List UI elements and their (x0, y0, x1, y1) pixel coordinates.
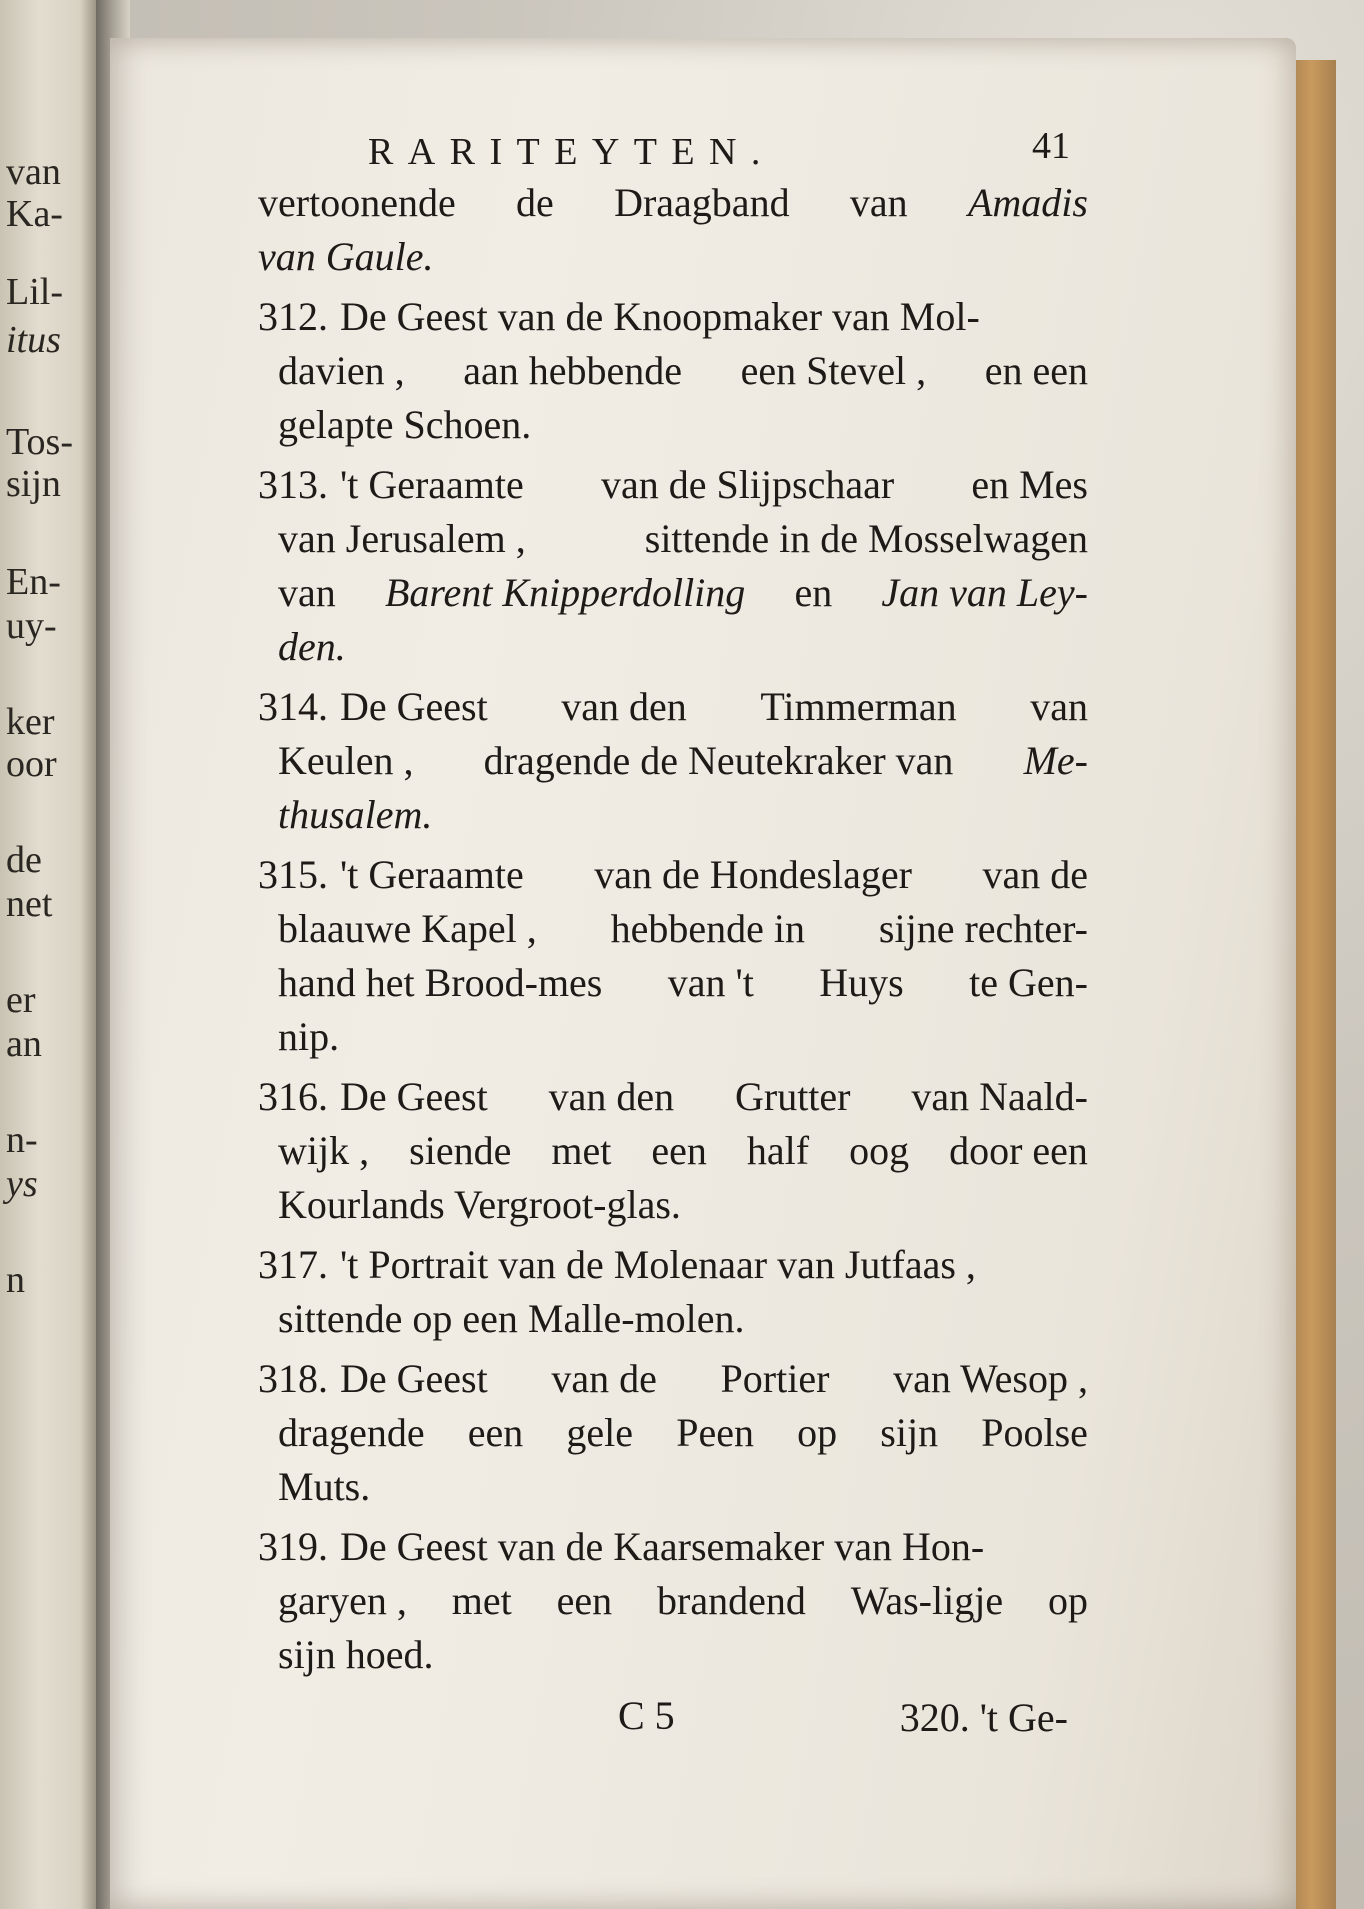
word-group: Was-ligje (850, 1578, 1004, 1623)
word-group: Huys (819, 960, 904, 1005)
word-group: Muts. (278, 1464, 371, 1509)
word-group: De Geest (340, 684, 488, 729)
text-line (258, 788, 1088, 842)
entry-first-line (258, 1070, 1088, 1124)
text-line (258, 1292, 1088, 1346)
word-group: 't Geraamte (340, 852, 524, 897)
signature-mark: C 5 (618, 1693, 675, 1738)
page-fore-edge (1296, 60, 1336, 1909)
word-group: half (746, 1128, 810, 1173)
running-head (258, 124, 1088, 176)
entry-number: 317. (258, 1242, 328, 1287)
facing-page-fragment: net (6, 883, 53, 925)
word-group: gelapte Schoen. (278, 402, 532, 447)
entry-number: 312. (258, 294, 328, 339)
word-group: van (278, 570, 336, 615)
word-group: de (516, 180, 554, 225)
page-text (258, 124, 1088, 1752)
word-group: te Gen- (969, 960, 1088, 1005)
word-group: Draagband (614, 180, 790, 225)
word-group: van den (548, 1074, 675, 1119)
italic-name: thusalem. (278, 792, 433, 837)
entry-number: 314. (258, 684, 328, 729)
word-group: Keulen , (278, 738, 414, 783)
word-group: en een (984, 348, 1088, 393)
word-group: sijn (880, 1410, 939, 1455)
entry-number: 315. (258, 852, 328, 897)
word-group: brandend (657, 1578, 806, 1623)
word-group: De Geest van de Kaarsemaker van Hon- (340, 1524, 985, 1569)
facing-page-fragment: n- (6, 1119, 38, 1161)
text-line (258, 230, 1088, 284)
catchword: 320. 't Ge- (899, 1695, 1068, 1740)
entry-first-line (258, 1238, 1088, 1292)
word-group: dragende de Neutekraker van (483, 738, 954, 783)
text-line (258, 1124, 1088, 1178)
word-group: Kourlands Vergroot-glas. (278, 1182, 681, 1227)
word-group: Peen (676, 1410, 754, 1455)
word-group: sijn hoed. (278, 1632, 434, 1677)
entry-number: 318. (258, 1356, 328, 1401)
word-group: op (797, 1410, 838, 1455)
word-group: van Naald- (911, 1074, 1088, 1119)
entry-first-line (258, 1352, 1088, 1406)
word-group: van 't (667, 960, 754, 1005)
text-line (258, 620, 1088, 674)
word-group: een Stevel , (740, 348, 927, 393)
word-group: op (1047, 1578, 1088, 1623)
word-group: Grutter (734, 1074, 851, 1119)
entry-number: 319. (258, 1524, 328, 1569)
word-group: oog (849, 1128, 910, 1173)
word-group: garyen , (278, 1578, 407, 1623)
entry-first-line (258, 680, 1088, 734)
italic-name: den. (278, 624, 346, 669)
facing-page-fragment: an (6, 1023, 42, 1065)
word-group: met (551, 1128, 612, 1173)
word-group: sittende op een Malle-molen. (278, 1296, 745, 1341)
running-head-title: RARITEYTEN. (368, 131, 775, 173)
facing-page-fragment: sijn (6, 463, 61, 505)
word-group: De Geest (340, 1074, 488, 1119)
entry-number: 316. (258, 1074, 328, 1119)
text-line (258, 1178, 1088, 1232)
word-group: van de Hondeslager (594, 852, 912, 897)
page-number: 41 (1032, 125, 1070, 167)
word-group: 't Portrait van de Molenaar van Jutfaas , (340, 1242, 976, 1287)
text-line (258, 956, 1088, 1010)
word-group: hand het Brood-mes (278, 960, 603, 1005)
word-group: blaauwe Kapel , (278, 906, 537, 951)
word-group: aan hebbende (463, 348, 683, 393)
page-footer (258, 1692, 1088, 1752)
text-line (258, 1460, 1088, 1514)
word-group: hebbende in (610, 906, 806, 951)
facing-page-fragment: oor (6, 743, 57, 785)
word-group: van (1030, 684, 1088, 729)
word-group: met (451, 1578, 512, 1623)
word-group: van de (982, 852, 1088, 897)
word-group: een (651, 1128, 707, 1173)
entry-number: 313. (258, 462, 328, 507)
entry-first-line (258, 1520, 1088, 1574)
word-group: van Wesop , (893, 1356, 1088, 1401)
word-group: dragende (278, 1410, 425, 1455)
word-group: 't Geraamte (340, 462, 524, 507)
text-line (258, 512, 1088, 566)
facing-page-fragment: de (6, 839, 42, 881)
text-line (258, 1574, 1088, 1628)
word-group: van de Slijpschaar (600, 462, 895, 507)
italic-name: Barent Knipperdolling (384, 570, 746, 615)
italic-name: Jan van Ley- (881, 570, 1088, 615)
word-group: sijne rechter- (878, 906, 1088, 951)
facing-page-fragment: Lil- (6, 271, 63, 313)
word-group: Timmerman (760, 684, 957, 729)
word-group: gele (566, 1410, 634, 1455)
text-line (258, 734, 1088, 788)
word-group: van de (551, 1356, 657, 1401)
italic-name: Me- (1023, 738, 1088, 783)
word-group: De Geest (340, 1356, 488, 1401)
facing-page-fragment: itus (6, 319, 61, 361)
catalogue-entries (258, 176, 1088, 1682)
facing-page-fragment: ker (6, 701, 55, 743)
text-line (258, 902, 1088, 956)
entry-first-line (258, 848, 1088, 902)
word-group: davien , (278, 348, 405, 393)
facing-page-edge (0, 0, 100, 1909)
text-line (258, 398, 1088, 452)
text-line (258, 566, 1088, 620)
text-line (258, 1628, 1088, 1682)
text-line (258, 1406, 1088, 1460)
word-group: Portier (720, 1356, 830, 1401)
word-group: een (556, 1578, 613, 1623)
word-group: siende (409, 1128, 512, 1173)
word-group: van Jerusalem , (278, 516, 526, 561)
text-line (258, 176, 1088, 230)
text-line (258, 1010, 1088, 1064)
facing-page-fragment: n (6, 1259, 25, 1301)
entry-first-line (258, 458, 1088, 512)
word-group: sittende in de Mosselwagen (644, 516, 1088, 561)
word-group: en Mes (971, 462, 1088, 507)
italic-name: Amadis (967, 180, 1088, 225)
word-group: Poolse (981, 1410, 1088, 1455)
word-group: door een (949, 1128, 1088, 1173)
facing-page-fragment: Ka- (6, 193, 63, 235)
facing-page-fragment: er (6, 979, 36, 1021)
word-group: van den (561, 684, 687, 729)
text-line (258, 344, 1088, 398)
facing-page-fragment: uy- (6, 605, 57, 647)
facing-page-fragment: En- (6, 561, 61, 603)
word-group: van (849, 180, 908, 225)
facing-page-fragment: Tos- (6, 421, 74, 463)
word-group: wijk , (278, 1128, 370, 1173)
word-group: nip. (278, 1014, 340, 1059)
word-group: en (794, 570, 833, 615)
word-group: vertoonende (258, 180, 456, 225)
word-group: De Geest van de Knoopmaker van Mol- (340, 294, 980, 339)
facing-page-fragment: ys (6, 1163, 38, 1205)
entry-first-line (258, 290, 1088, 344)
italic-name: van Gaule. (258, 234, 434, 279)
facing-page-fragment: van (6, 151, 61, 193)
word-group: een (467, 1410, 524, 1455)
